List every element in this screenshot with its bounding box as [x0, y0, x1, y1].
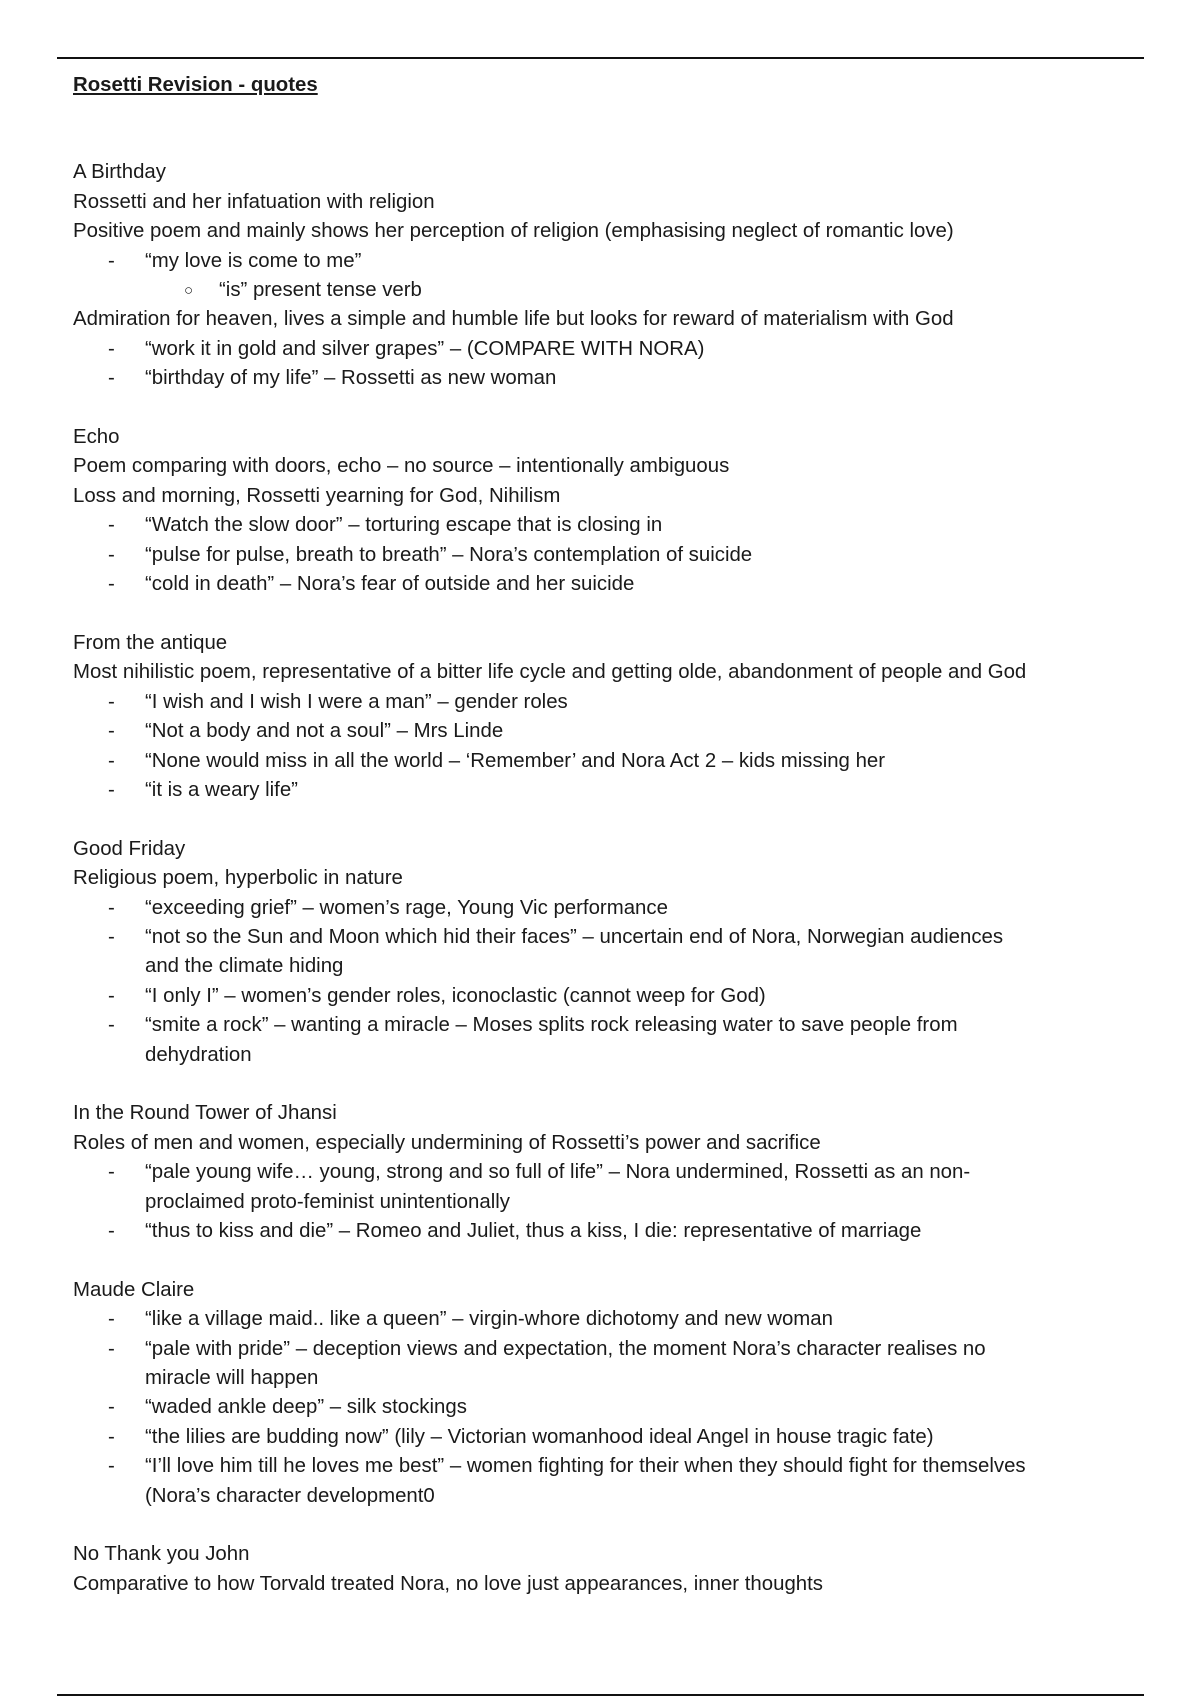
bullet-text: “not so the Sun and Moon which hid their faces” – uncertain end of Nora, Norwegian audiences	[145, 925, 1004, 948]
dash-bullet-icon: -	[108, 514, 115, 537]
dash-bullet-icon: -	[108, 690, 115, 713]
bullet-text: “I wish and I wish I were a man” – gender roles	[145, 690, 568, 713]
dash-bullet-icon: -	[108, 1161, 115, 1184]
dash-bullet-icon: -	[108, 749, 115, 772]
section-heading: A Birthday	[73, 161, 166, 184]
bullet-text: “smite a rock” – wanting a miracle – Moses splits rock releasing water to save people from	[145, 1014, 958, 1037]
bullet-text: “pulse for pulse, breath to breath” – Nora’s contemplation of suicide	[145, 543, 753, 566]
section-intro: Comparative to how Torvald treated Nora, no love just appearances, inner thoughts	[73, 1572, 823, 1595]
bullet-item	[73, 1305, 1148, 1334]
dash-bullet-icon: -	[108, 573, 115, 596]
bullet-text-continued: proclaimed proto-feminist unintentionally	[145, 1190, 510, 1213]
bullet-text: “I only I” – women’s gender roles, iconoclastic (cannot weep for God)	[145, 984, 766, 1007]
bullet-text: “thus to kiss and die” – Romeo and Juliet, thus a kiss, I die: representative of marriage	[145, 1219, 922, 1242]
bullet-list	[73, 688, 1148, 806]
dash-bullet-icon: -	[108, 543, 115, 566]
bullet-item	[73, 923, 1148, 982]
bullet-item	[73, 511, 1148, 540]
dash-bullet-icon: -	[108, 1014, 115, 1037]
document-body	[73, 71, 1148, 1629]
section-intro: Rossetti and her infatuation with religion	[73, 190, 435, 213]
bullet-item	[73, 1335, 1148, 1394]
dash-bullet-icon: -	[108, 1425, 115, 1448]
bullet-text: “I’ll love him till he loves me best” – women fighting for their when they should fight for themselves	[145, 1455, 1026, 1478]
document-title: Rosetti Revision - quotes	[73, 74, 318, 96]
sub-bullet-list	[73, 276, 1148, 305]
dash-bullet-icon: -	[108, 778, 115, 801]
section-intro: Roles of men and women, especially undermining of Rossetti’s power and sacrifice	[73, 1131, 821, 1154]
section-round-tower-of-jhansi	[73, 1099, 1148, 1246]
section-heading: From the antique	[73, 631, 228, 654]
bullet-text: “pale with pride” – deception views and expectation, the moment Nora’s character realises no	[145, 1337, 986, 1360]
bullet-item	[73, 570, 1148, 599]
bullet-text: “pale young wife… young, strong and so full of life” – Nora undermined, Rossetti as an non-	[145, 1161, 971, 1184]
bullet-item	[73, 1452, 1148, 1511]
bullet-item	[73, 747, 1148, 776]
bullet-list	[73, 511, 1148, 599]
bullet-list	[73, 1158, 1148, 1246]
dash-bullet-icon: -	[108, 720, 115, 743]
section-heading: In the Round Tower of Jhansi	[73, 1102, 337, 1125]
sub-bullet-item	[73, 276, 1148, 305]
section-intro: Most nihilistic poem, representative of a bitter life cycle and getting olde, abandonment of people and God	[73, 661, 1027, 684]
bullet-text-continued: and the climate hiding	[145, 955, 344, 978]
section-heading: Maude Claire	[73, 1278, 195, 1301]
section-echo	[73, 423, 1148, 599]
bullet-item	[73, 717, 1148, 746]
bullet-text: “the lilies are budding now” (lily – Victorian womanhood ideal Angel in house tragic fate)	[145, 1425, 934, 1448]
dash-bullet-icon: -	[108, 925, 115, 948]
dash-bullet-icon: -	[108, 896, 115, 919]
bullet-item	[73, 1423, 1148, 1452]
bullet-item	[73, 982, 1148, 1011]
sub-bullet-text: “is” present tense verb	[219, 279, 422, 302]
bullet-item	[73, 1217, 1148, 1246]
bullet-text: “Watch the slow door” – torturing escape that is closing in	[145, 514, 663, 537]
dash-bullet-icon: -	[108, 367, 115, 390]
dash-bullet-icon: -	[108, 1337, 115, 1360]
section-from-the-antique	[73, 629, 1148, 805]
bullet-text: “it is a weary life”	[145, 778, 298, 801]
bullet-item	[73, 1011, 1148, 1070]
section-good-friday	[73, 835, 1148, 1070]
bullet-text: “Not a body and not a soul” – Mrs Linde	[145, 720, 504, 743]
bullet-item	[73, 541, 1148, 570]
bullet-item	[73, 364, 1148, 393]
bullet-list	[73, 894, 1148, 1070]
section-intro: Religious poem, hyperbolic in nature	[73, 867, 403, 890]
bullet-text: “exceeding grief” – women’s rage, Young Vic performance	[145, 896, 668, 919]
title-spacer	[73, 100, 1148, 158]
section-intro: Poem comparing with doors, echo – no source – intentionally ambiguous	[73, 455, 730, 478]
section-intro: Loss and morning, Rossetti yearning for God, Nihilism	[73, 484, 561, 507]
section-maude-claire	[73, 1276, 1148, 1511]
bullet-list	[73, 335, 1148, 394]
bullet-text: “my love is come to me”	[145, 249, 362, 272]
bullet-item	[73, 688, 1148, 717]
bullet-text: “None would miss in all the world – ‘Remember’ and Nora Act 2 – kids missing her	[145, 749, 886, 772]
section-heading: No Thank you John	[73, 1543, 250, 1566]
dash-bullet-icon: -	[108, 249, 115, 272]
bullet-text-continued: miracle will happen	[145, 1366, 319, 1389]
bullet-item	[73, 776, 1148, 805]
dash-bullet-icon: -	[108, 337, 115, 360]
dash-bullet-icon: -	[108, 1396, 115, 1419]
bullet-text: “waded ankle deep” – silk stockings	[145, 1396, 467, 1419]
bullet-text-continued: dehydration	[145, 1043, 252, 1066]
section-intro: Positive poem and mainly shows her perception of religion (emphasising neglect of romantic love)	[73, 220, 954, 243]
section-heading: Echo	[73, 426, 120, 449]
bullet-text: “cold in death” – Nora’s fear of outside and her suicide	[145, 573, 635, 596]
bullet-item	[73, 894, 1148, 923]
circle-bullet-icon: ○	[184, 282, 194, 300]
top-rule	[57, 57, 1144, 59]
section-note: Admiration for heaven, lives a simple and humble life but looks for reward of materialism with God	[73, 308, 954, 331]
bottom-rule	[57, 1694, 1144, 1696]
section-no-thank-you-john	[73, 1540, 1148, 1599]
bullet-text: “birthday of my life” – Rossetti as new woman	[145, 367, 557, 390]
section-heading: Good Friday	[73, 837, 186, 860]
bullet-item	[73, 247, 1148, 276]
bullet-item	[73, 1393, 1148, 1422]
bullet-item	[73, 335, 1148, 364]
bullet-list	[73, 1305, 1148, 1511]
bullet-text: “like a village maid.. like a queen” – virgin-whore dichotomy and new woman	[145, 1308, 833, 1331]
dash-bullet-icon: -	[108, 984, 115, 1007]
bullet-text: “work it in gold and silver grapes” – (COMPARE WITH NORA)	[145, 337, 705, 360]
bullet-text-continued: (Nora’s character development0	[145, 1484, 435, 1507]
dash-bullet-icon: -	[108, 1455, 115, 1478]
bullet-item	[73, 1158, 1148, 1217]
dash-bullet-icon: -	[108, 1219, 115, 1242]
bullet-list	[73, 247, 1148, 276]
dash-bullet-icon: -	[108, 1308, 115, 1331]
section-a-birthday	[73, 158, 1148, 393]
